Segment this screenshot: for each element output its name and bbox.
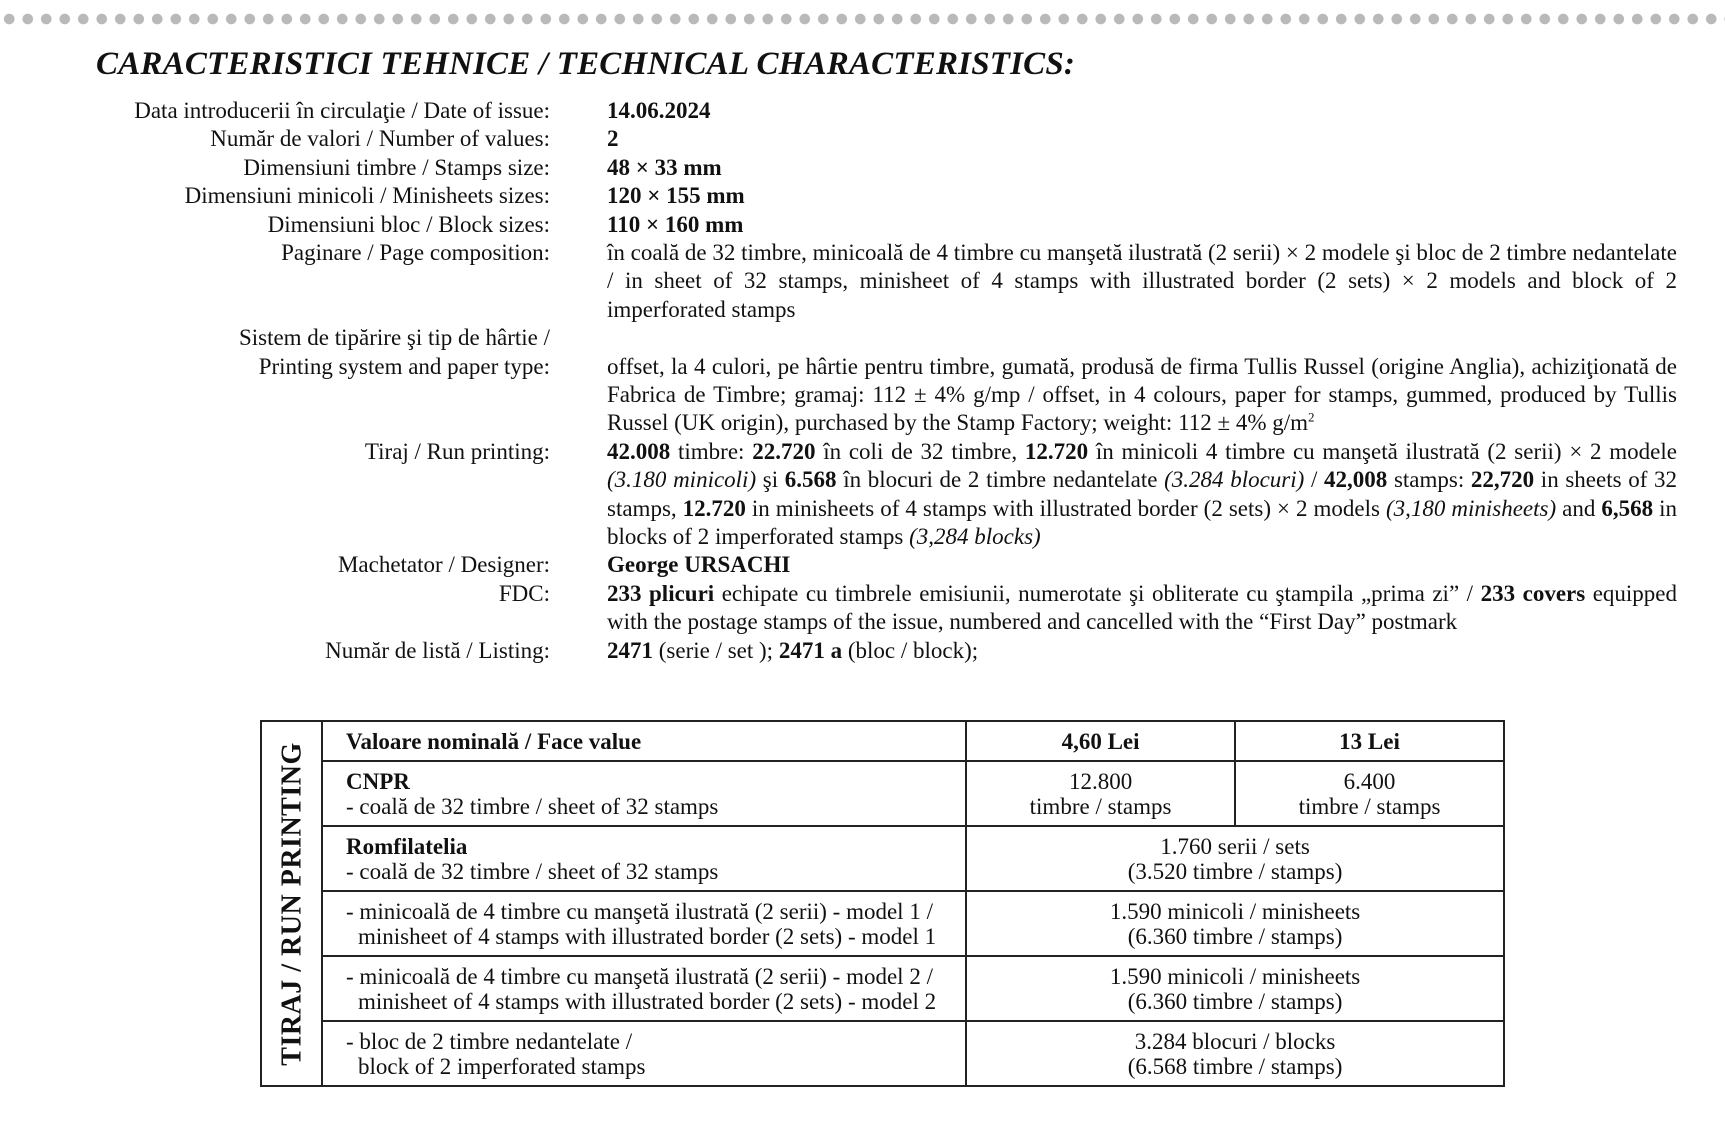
row-value: 1.590 minicoli / minisheets (6.360 timbre / stamps) <box>966 891 1504 956</box>
table-header-row <box>261 721 1504 761</box>
row-line: - minicoală de 4 timbre cu manşetă ilustrată (2 serii) - model 1 / <box>346 898 933 924</box>
row-description <box>322 1021 966 1086</box>
row-value: 1.760 serii / sets (3.520 timbre / stamps) <box>966 826 1504 891</box>
spec-row-printing <box>0 324 1725 438</box>
table-row <box>261 1021 1504 1086</box>
specs-list <box>0 97 1725 665</box>
row-description <box>322 826 966 891</box>
spec-label: Dimensiuni timbre / Stamps size: <box>243 154 550 180</box>
row-description <box>322 891 966 956</box>
spec-value: 110 × 160 mm <box>607 211 744 237</box>
spec-row-fdc <box>0 580 1725 637</box>
spec-row-date <box>0 97 1725 125</box>
spec-label-line: Sistem de tipărire şi tip de hârtie / <box>238 325 550 351</box>
spec-value: 2471 (serie / set ); 2471 a (bloc / block); <box>607 637 979 663</box>
row-description <box>322 761 966 826</box>
table-row <box>261 826 1504 891</box>
header-face-value: Valoare nominală / Face value <box>322 721 966 761</box>
spec-value: în coală de 32 timbre, minicoală de 4 timbre cu manşetă ilustrată (2 serii) × 2 modele şi bloc de 2 timbre nedantelate / in sheet of 32 stamps, minisheet of 4 stamps with illustrated border (2 sets) × 2 models and block of 2 imperforated stamps <box>607 240 1677 322</box>
table-row <box>261 891 1504 956</box>
spec-row-block <box>0 211 1725 239</box>
row-value: 1.590 minicoli / minisheets (6.360 timbre / stamps) <box>966 956 1504 1021</box>
spec-value: 233 plicuri echipate cu timbrele emisiunii, numerotate şi obliterate cu ştampila „prima zi” / 233 covers equipped with the postage stamps of the issue, numbered and cancelled with the “First Day” postmark <box>607 580 1678 635</box>
row-line: - coală de 32 timbre / sheet of 32 stamps <box>346 793 719 819</box>
row-line: - minicoală de 4 timbre cu manşetă ilustrată (2 serii) - model 2 / <box>346 963 933 989</box>
spec-row-listing <box>0 637 1725 665</box>
spec-value: offset, la 4 culori, pe hârtie pentru timbre, gumată, produsă de firma Tullis Russel (origine Anglia), achiziţionată de Fabrica de Timbre; gramaj: 112 ± 4% g/mp / offset, in 4 colours, paper for stamps, gummed, produced by Tullis Russel (UK origin), purchased by the Stamp Factory; weight: 112 ± 4% $g/m^2$ <box>607 324 1677 438</box>
spec-row-minisheets <box>0 182 1725 210</box>
spec-value: 14.06.2024 <box>607 98 711 123</box>
row-value: 3.284 blocuri / blocks (6.568 timbre / stamps) <box>966 1021 1504 1086</box>
row-value-1: 12.800 timbre / stamps <box>966 761 1235 826</box>
spec-label: Număr de listă / Listing: <box>325 637 550 663</box>
spec-row-page <box>0 239 1725 324</box>
spec-value: 2 <box>607 126 619 152</box>
table-side-label-cell <box>261 721 322 1086</box>
page-title: CARACTERISTICI TEHNICE / TECHNICAL CHARACTERISTICS: <box>96 46 1076 82</box>
spec-label: Paginare / Page composition: <box>281 240 550 266</box>
spec-row-run <box>0 438 1725 552</box>
spec-label: Număr de valori / Number of values: <box>210 126 550 152</box>
header-value-1: 4,60 Lei <box>966 721 1235 761</box>
spacer <box>607 324 1677 352</box>
spec-label: Tiraj / Run printing: <box>364 438 550 464</box>
spec-label: Machetator / Designer: <box>337 552 550 578</box>
run-printing-table-wrap <box>260 720 1505 1092</box>
run-printing-table <box>260 720 1505 1087</box>
spec-value: 42.008 timbre: 22.720 în coli de 32 timbre, 12.720 în minicoli 4 timbre cu manşetă ilustrată (2 serii) × 2 modele (3.180 minicoli) şi 6.568 în blocuri de 2 timbre nedantelate (3.284 blocuri) / 42,008 stamps: 22,720 in sheets of 32 stamps, 12.720 in minisheets of 4 stamps with illustrated border (2 sets) × 2 models (3,180 minisheets) and 6,568 in blocks of 2 imperforated stamps (3,284 blocks) <box>607 438 1678 550</box>
spec-row-stamps-size <box>0 154 1725 182</box>
spec-value: George URSACHI <box>607 552 791 578</box>
row-value-2: 6.400 timbre / stamps <box>1235 761 1504 826</box>
row-line: - coală de 32 timbre / sheet of 32 stamps <box>346 858 719 884</box>
header-value-2: 13 Lei <box>1235 721 1504 761</box>
row-line: minisheet of 4 stamps with illustrated border (2 sets) - model 1 <box>358 923 937 949</box>
spec-label <box>0 324 550 438</box>
spec-value: 120 × 155 mm <box>607 183 745 209</box>
spec-row-values <box>0 125 1725 153</box>
spec-label: Data introducerii în circulaţie / Date of issue: <box>134 98 550 123</box>
row-line: - bloc de 2 timbre nedantelate / <box>346 1028 633 1054</box>
table-side-label: TIRAJ / RUN PRINTING <box>276 741 307 1066</box>
table-row <box>261 761 1504 826</box>
spec-label: Dimensiuni bloc / Block sizes: <box>267 211 550 237</box>
row-title: Romfilatelia <box>346 833 468 859</box>
spec-value: 48 × 33 mm <box>607 154 722 180</box>
spec-label-line: Printing system and paper type: <box>258 353 550 379</box>
table-row <box>261 956 1504 1021</box>
row-description <box>322 956 966 1021</box>
spec-label: FDC: <box>498 580 550 606</box>
row-line: minisheet of 4 stamps with illustrated border (2 sets) - model 2 <box>358 988 937 1014</box>
row-line: block of 2 imperforated stamps <box>358 1053 646 1079</box>
perforation-border <box>0 12 1725 26</box>
spec-label: Dimensiuni minicoli / Minisheets sizes: <box>184 183 550 209</box>
row-title: CNPR <box>346 768 410 794</box>
spec-row-designer <box>0 551 1725 579</box>
